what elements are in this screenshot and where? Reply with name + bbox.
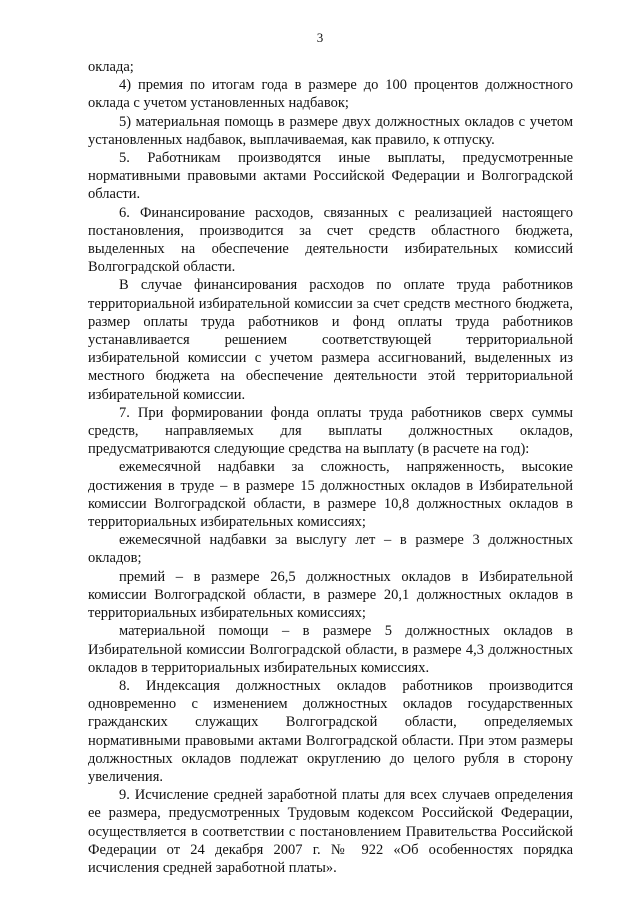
paragraph: 5) материальная помощь в размере двух должностных окладов с учетом установленных надбавок, выплачиваемая, как правило, к отпуску. (88, 113, 573, 148)
paragraph: ежемесячной надбавки за выслугу лет – в размере 3 должностных окладов; (88, 532, 573, 567)
paragraph: материальной помощи – в размере 5 должностных окладов в Избирательной комиссии Волгоградской области, в размере 4,3 должностных окладов в территориальных избирательных комиссиях. (88, 623, 573, 676)
paragraph: 7. При формировании фонда оплаты труда работников сверх суммы средств, направляемых для выплаты должностных окладов, предусматриваются следующие средства на выплату (в расчете на год): (88, 404, 573, 458)
page-number: 3 (316, 30, 324, 45)
paragraph: 8. Индексация должностных окладов работников производится одновременно с изменением должностных окладов государственных гражданских служащих Волгоградской области, определяемых нормативными правовыми актами Волгоградской области. При этом размеры должностных окладов подлежат округлению до целого рубля в сторону увеличения. (88, 677, 573, 785)
paragraph: 4) премия по итогам года в размере до 100 процентов должностного оклада с учетом установленных надбавок; (88, 77, 573, 112)
paragraph: ежемесячной надбавки за сложность, напряженность, высокие достижения в труде – в размере 15 должностных окладов в Избирательной комиссии Волгоградской области, в размере 10,8 должностных окладов в территориальных избирательных комиссиях; (88, 459, 573, 531)
paragraph: 5. Работникам производятся иные выплаты, предусмотренные нормативными правовыми актами Российской Федерации и Волгоградской области. (88, 150, 573, 203)
document-body (88, 58, 573, 877)
paragraph: оклада; (88, 59, 134, 75)
paragraph: В случае финансирования расходов по оплате труда работников территориальной избирательной комиссии за счет средств местного бюджета, размер оплаты труда работников и фонд оплаты труда работников устанавливается решением соответствующей территориальной избирательной комиссии с учетом размера ассигнований, выделенных из местного бюджета на обеспечение деятельности этой территориальной избирательной комиссии. (88, 277, 573, 403)
paragraph: премий – в размере 26,5 должностных окладов в Избирательной комиссии Волгоградской области, в размере 20,1 должностных окладов в территориальных избирательных комиссиях; (88, 568, 573, 622)
paragraph: 6. Финансирование расходов, связанных с реализацией настоящего постановления, производится за счет средств областного бюджета, выделенных на обеспечение деятельности избирательных комиссий Волгоградской области. (88, 204, 573, 276)
paragraph: 9. Исчисление средней заработной платы для всех случаев определения ее размера, предусмотренных Трудовым кодексом Российской Федерации, осуществляется в соответствии с постановлением Правительства Российской Федерации от 24 декабря 2007 г. № 922 «Об особенностях порядка исчисления средней заработной платы». (88, 787, 573, 876)
